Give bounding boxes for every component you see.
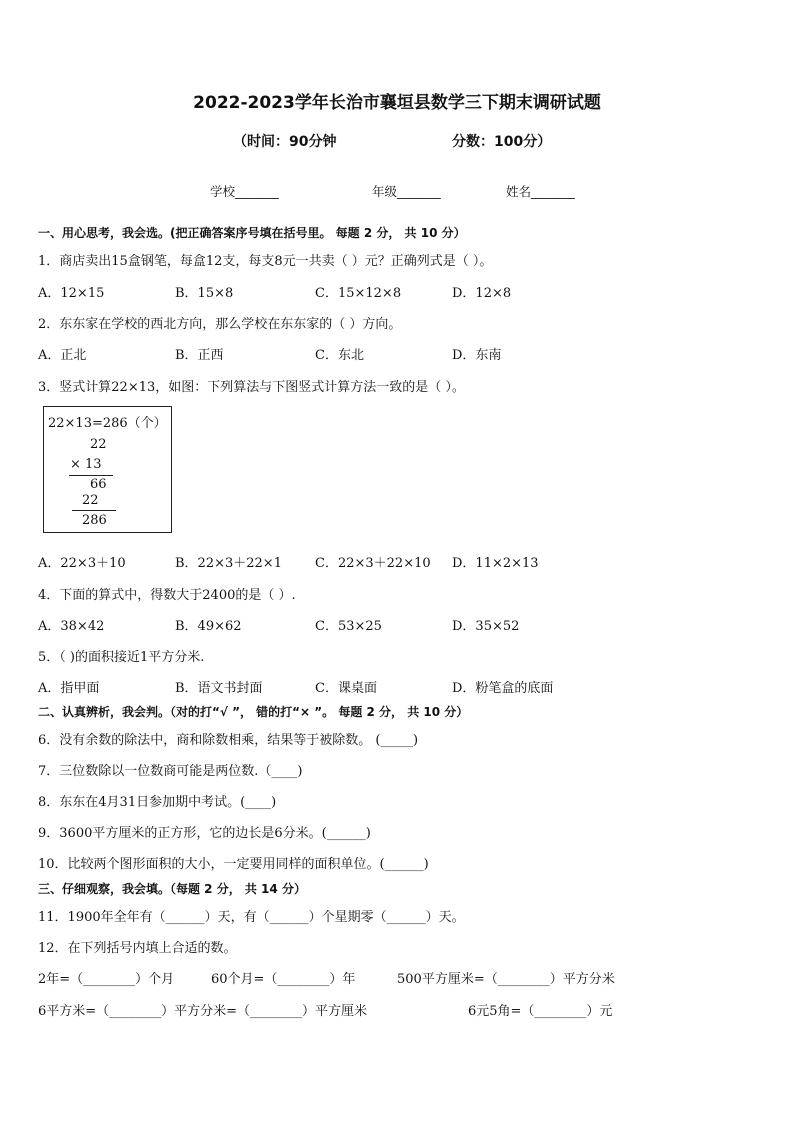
q5-option-c: C．课桌面	[315, 681, 377, 696]
exam-time: （时间：90分钟	[233, 134, 337, 150]
question-8: 8．东东在4月31日参加期中考试。(____)	[38, 795, 277, 810]
q1-option-b: B．15×8	[175, 286, 234, 301]
question-7: 7．三位数除以一位数商可能是两位数.（____)	[38, 764, 303, 779]
q4-option-c: C．53×25	[315, 619, 382, 634]
exam-score: 分数：100分）	[452, 134, 552, 150]
section-3-heading: 三、仔细观察，我会填。（每题 2 分， 共 14 分）	[38, 882, 306, 896]
question-11: 11．1900年全年有（______）天，有（______）个星期零（______）天。	[38, 910, 465, 925]
q1-option-d: D．12×8	[452, 286, 512, 301]
school-field: 学校_______	[210, 184, 279, 199]
question-1: 1．商店卖出15盒钢笔，每盒12支，每支8元一共卖（ ）元？正确列式是（ ）。	[38, 254, 493, 269]
calc-multiplicand: 22	[90, 437, 107, 452]
q2-option-c: C．东北	[315, 348, 364, 363]
calc-partial-1: 66	[90, 477, 107, 492]
calc-line-1	[69, 475, 113, 476]
fill-item-years-months: 2年=（________）个月	[38, 972, 175, 987]
question-3: 3．竖式计算22×13，如图：下列算法与下图竖式计算方法一致的是（ ）。	[38, 380, 465, 395]
calc-header: 22×13=286（个）	[48, 416, 167, 431]
section-1-heading: 一、用心思考，我会选。(把正确答案序号填在括号里。 每题 2 分， 共 10 分）	[38, 226, 466, 240]
q5-option-d: D．粉笔盒的底面	[452, 681, 554, 696]
q1-option-a: A．12×15	[38, 286, 105, 301]
q3-option-d: D．11×2×13	[452, 556, 539, 571]
fill-item-months-years: 60个月=（________）年	[211, 972, 356, 987]
q4-option-b: B．49×62	[175, 619, 242, 634]
q3-option-a: A．22×3＋10	[38, 556, 126, 571]
q5-option-a: A．指甲面	[38, 681, 100, 696]
q3-option-c: C．22×3＋22×10	[315, 556, 431, 571]
fill-item-m2-conversion: 6平方米=（________）平方分米=（________）平方厘米	[38, 1004, 368, 1019]
calc-partial-2: 22	[82, 493, 99, 508]
section-2-heading: 二、认真辨析，我会判。（对的打“√ ”， 错的打“× ”。 每题 2 分， 共 10 分）	[38, 705, 469, 719]
question-2: 2．东东家在学校的西北方向，那么学校在东东家的（ ）方向。	[38, 317, 402, 332]
question-5: 5．（ )的面积接近1平方分米.	[38, 650, 205, 665]
question-12: 12．在下列括号内填上合适的数。	[38, 941, 237, 956]
question-9: 9．3600平方厘米的正方形，它的边长是6分米。(______)	[38, 826, 371, 841]
name-field: 姓名_______	[506, 184, 575, 199]
question-6: 6．没有余数的除法中，商和除数相乘，结果等于被除数。 (_____)	[38, 733, 419, 748]
fill-item-cm2-dm2: 500平方厘米=（________）平方分米	[397, 972, 615, 987]
grade-field: 年级_______	[372, 184, 441, 199]
q4-option-d: D．35×52	[452, 619, 520, 634]
q2-option-d: D．东南	[452, 348, 502, 363]
q2-option-a: A．正北	[38, 348, 87, 363]
fill-item-yuan-jiao: 6元5角=（________）元	[468, 1004, 613, 1019]
calc-multiplier: × 13	[70, 457, 102, 472]
calc-result: 286	[82, 513, 107, 528]
q2-option-b: B．正西	[175, 348, 224, 363]
q3-option-b: B．22×3＋22×1	[175, 556, 282, 571]
q4-option-a: A．38×42	[38, 619, 105, 634]
q1-option-c: C．15×12×8	[315, 286, 402, 301]
q5-option-b: B．语文书封面	[175, 681, 263, 696]
question-10: 10．比较两个图形面积的大小，一定要用同样的面积单位。(______)	[38, 857, 429, 872]
page-title: 2022-2023学年长治市襄垣县数学三下期末调研试题	[193, 93, 601, 113]
calc-line-2	[72, 510, 116, 511]
question-4: 4．下面的算式中，得数大于2400的是（ ）.	[38, 588, 296, 603]
